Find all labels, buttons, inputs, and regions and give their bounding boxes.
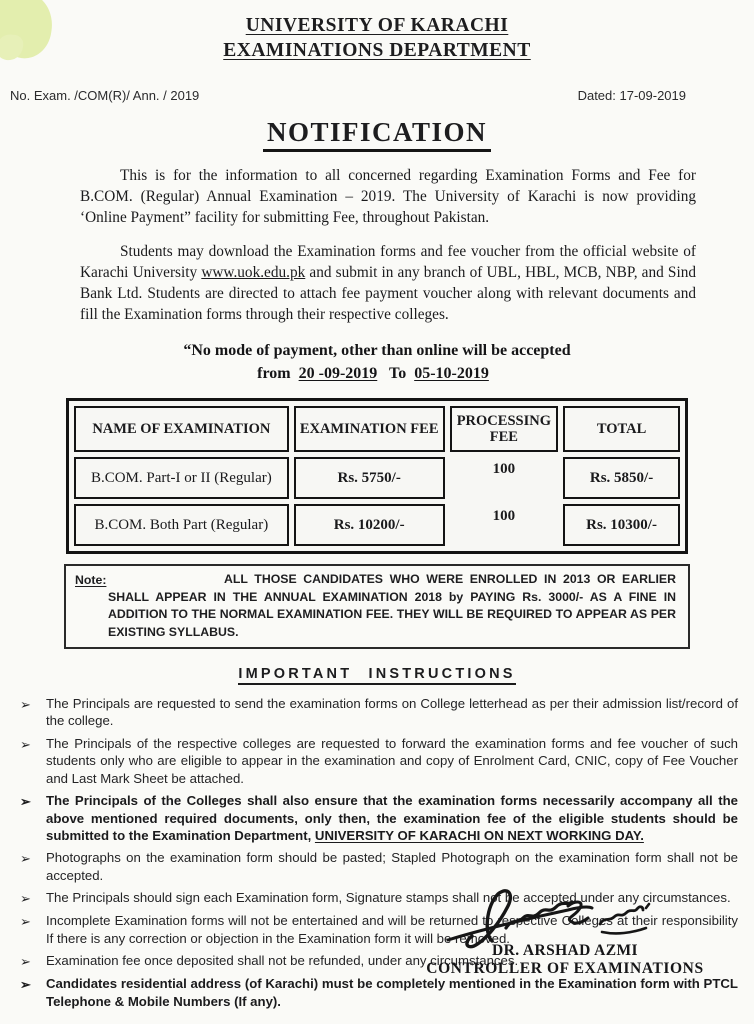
signatory-name: DR. ARSHAD AZMI bbox=[492, 942, 638, 959]
instruction-text-underlined: UNIVERSITY OF KARACHI ON NEXT WORKING DAY. bbox=[314, 828, 644, 843]
arrow-bullet-icon: ➢ bbox=[20, 977, 31, 993]
important-instructions-heading: IMPORTANT INSTRUCTIONS bbox=[238, 666, 515, 685]
arrow-bullet-icon: ➢ bbox=[20, 914, 31, 930]
document-date: Dated: 17-09-2019 bbox=[577, 87, 686, 103]
download-paragraph bbox=[80, 241, 696, 325]
payment-from-label: from bbox=[257, 364, 291, 382]
arrow-bullet-icon: ➢ bbox=[20, 736, 31, 752]
fee-table-row2-name: B.COM. Both Part (Regular) bbox=[74, 504, 289, 546]
reference-row bbox=[10, 88, 686, 103]
instruction-item-2 bbox=[20, 735, 738, 787]
payment-notice bbox=[0, 340, 754, 385]
fee-table-header-processing-fee: PROCESSING FEE bbox=[450, 406, 558, 452]
fee-table-row1-name: B.COM. Part-I or II (Regular) bbox=[74, 457, 289, 499]
payment-end-date: 05-10-2019 bbox=[414, 364, 489, 382]
instruction-text: Examination fee once deposited shall not be refunded, under any circumstances. bbox=[46, 953, 519, 969]
instruction-text: Incomplete Examination forms will not be entertained and will be returned to respective Colleges at their responsibility If there is any correction or objection in the Examination form it will be removed. bbox=[46, 913, 738, 946]
instruction-text: Candidates residential address (of Karachi) must be completely mentioned in the Examination form with PTCL Telephone & Mobile Numbers (If any). bbox=[46, 976, 738, 1009]
fee-table-row2-processing-fee: 100 bbox=[492, 508, 516, 525]
fee-table-row1-total: Rs. 5850/- bbox=[563, 457, 680, 499]
handwritten-signature bbox=[440, 884, 690, 950]
instruction-text: The Principals are requested to send the examination forms on College letterhead as per their admission list/record of the college. bbox=[46, 696, 738, 729]
instruction-item-4 bbox=[20, 849, 738, 884]
intro-paragraph: This is for the information to all concerned regarding Examination Forms and Fee for B.COM. (Regular) Annual Examination – 2019. The University of Karachi is now providing ‘Online Payment” facility for submitting Fee, throughout Pakistan. bbox=[80, 166, 696, 226]
instruction-text bbox=[46, 792, 738, 844]
title-wrap bbox=[0, 117, 754, 152]
notification-title: NOTIFICATION bbox=[263, 117, 491, 152]
payment-to-label: To bbox=[388, 364, 407, 382]
fee-table-row1-exam-fee: Rs. 5750/- bbox=[294, 457, 445, 499]
signature-block bbox=[420, 884, 710, 978]
university-name: UNIVERSITY OF KARACHI bbox=[245, 15, 509, 36]
fee-table bbox=[66, 398, 688, 554]
download-paragraph-pre: Students may download the Examination forms and fee voucher from the official website of Karachi University bbox=[80, 243, 696, 282]
arrow-bullet-icon: ➢ bbox=[20, 954, 31, 970]
payment-notice-line2 bbox=[0, 363, 754, 385]
fee-table-header-total: TOTAL bbox=[563, 406, 680, 452]
important-instructions-heading-wrap bbox=[0, 665, 754, 683]
instruction-text: The Principals of the respective colleges are requested to forward the examination forms and fee voucher of such students only who are eligible to appear in the examination and copy of Enrolment Card, CNIC, copy of Fee Voucher and Last Mark Sheet be attached. bbox=[46, 735, 738, 786]
document-header bbox=[0, 0, 754, 64]
reference-number: No. Exam. /COM(R)/ Ann. / 2019 bbox=[10, 87, 200, 103]
arrow-bullet-icon: ➢ bbox=[20, 794, 31, 810]
payment-notice-line1: “No mode of payment, other than online will be accepted bbox=[183, 342, 571, 360]
fee-table-row2-exam-fee: Rs. 10200/- bbox=[294, 504, 445, 546]
download-paragraph-post: and submit in any branch of UBL, HBL, MCB, NBP, and Sind Bank Ltd. Students are directed to attach fee payment voucher along with relevant documents and fill the Examination forms through their respective colleges. bbox=[80, 264, 696, 324]
note-box bbox=[64, 564, 690, 649]
instruction-item-3 bbox=[20, 792, 738, 844]
fee-table-header-exam-fee: EXAMINATION FEE bbox=[294, 406, 445, 452]
fee-table-row1-processing-fee: 100 bbox=[492, 461, 516, 478]
signatory-title: CONTROLLER OF EXAMINATIONS bbox=[426, 960, 704, 977]
fee-table-header-name: NAME OF EXAMINATION bbox=[74, 406, 289, 452]
arrow-bullet-icon: ➢ bbox=[20, 697, 31, 713]
instruction-text-main: The Principals of the Colleges shall also ensure that the examination forms necessarily accompany all the above mentioned required documents, only then, the examination fee of the eligible students should be submitted to the Examination Department, bbox=[46, 793, 738, 843]
website-url: www.uok.edu.pk bbox=[201, 264, 306, 282]
instruction-item-1 bbox=[20, 695, 738, 730]
note-text: ALL THOSE CANDIDATES WHO WERE ENROLLED IN 2013 OR EARLIER SHALL APPEAR IN THE ANNUAL EXAMINATION 2018 by PAYING Rs. 3000/- AS A FINE IN ADDITION TO THE NORMAL EXAMINATION FEE. THEY WILL BE REQUIRED TO APPEAR AS PER EXISTING SYLLABUS. bbox=[108, 572, 676, 639]
note-label: Note: bbox=[75, 573, 107, 588]
instruction-text: Photographs on the examination form should be pasted; Stapled Photograph on the examination form shall not be accepted. bbox=[46, 850, 738, 883]
arrow-bullet-icon: ➢ bbox=[20, 851, 31, 867]
arrow-bullet-icon: ➢ bbox=[20, 891, 31, 907]
instruction-text: The Principals should sign each Examination form, Signature stamps shall not be accepted under any circumstances. bbox=[46, 890, 731, 906]
instruction-item-8 bbox=[20, 975, 738, 1010]
payment-start-date: 20 -09-2019 bbox=[298, 364, 378, 382]
department-name: EXAMINATIONS DEPARTMENT bbox=[223, 40, 531, 62]
fee-table-row2-total: Rs. 10300/- bbox=[563, 504, 680, 546]
